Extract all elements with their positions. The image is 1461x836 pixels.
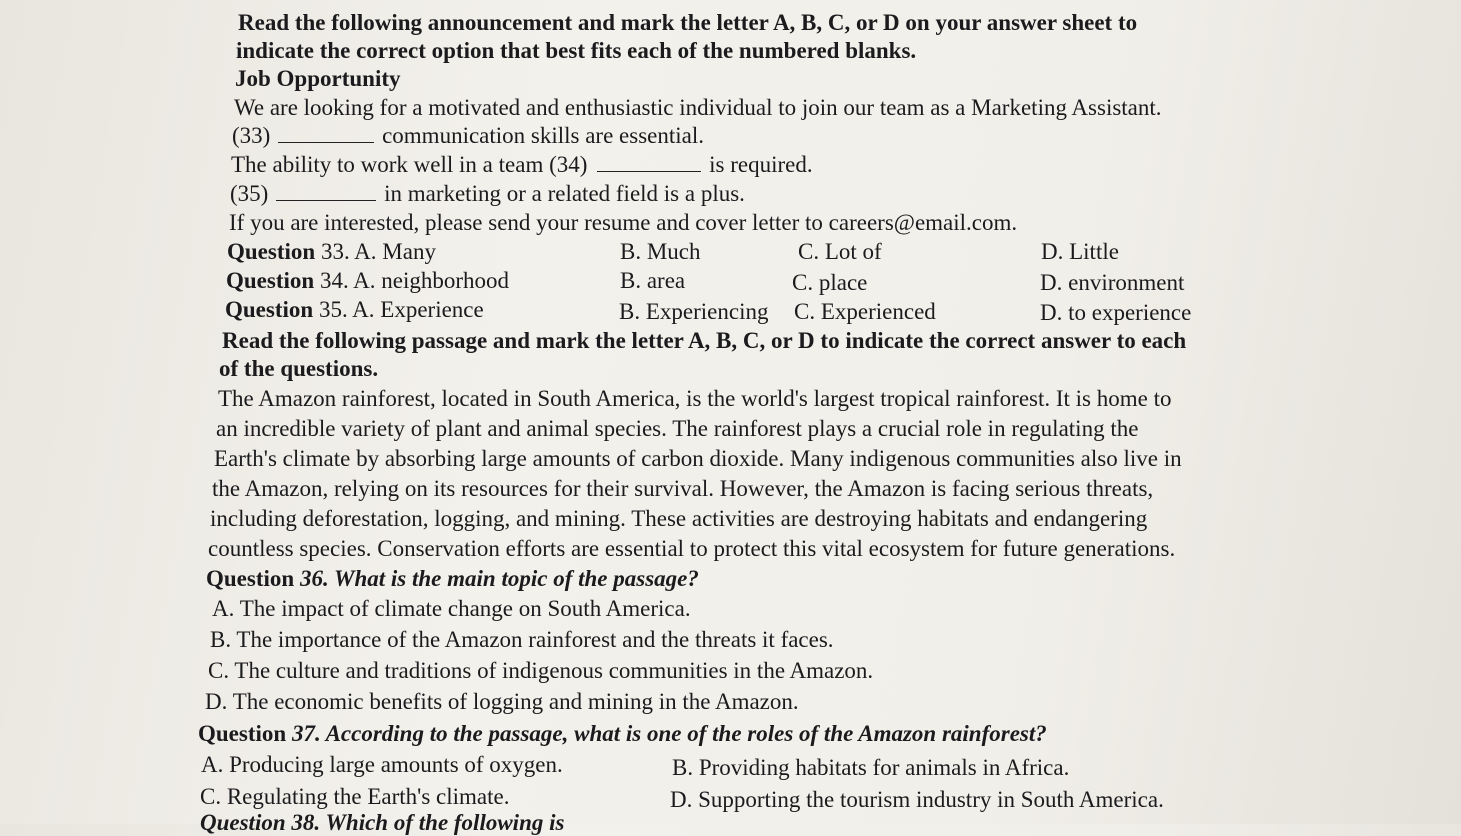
question-33-option-a xyxy=(227,239,436,265)
announcement-line-33 xyxy=(232,123,704,149)
announcement-title: Job Opportunity xyxy=(235,66,401,91)
question-37-option-b: B. Providing habitats for animals in Africa. xyxy=(672,755,1070,780)
passage-line: including deforestation, logging, and mining. These activities are destroying habitats and endangering xyxy=(210,506,1148,531)
blank-33 xyxy=(278,138,374,143)
question-label: Question xyxy=(227,239,316,264)
instruction-2-line-2: of the questions. xyxy=(219,356,379,381)
instruction-1-line-2: indicate the correct option that best fits each of the numbered blanks. xyxy=(236,38,917,63)
question-34-option-a xyxy=(226,268,509,294)
announcement-line-34 xyxy=(231,152,813,178)
question-label: Question xyxy=(198,721,287,746)
question-34-option-b: B. area xyxy=(620,268,686,293)
announcement-intro: We are looking for a motivated and enthusiastic individual to join our team as a Marketing Assistant. xyxy=(234,95,1162,120)
question-label: Question xyxy=(226,268,315,293)
question-37-option-a: A. Producing large amounts of oxygen. xyxy=(201,752,563,777)
blank-35 xyxy=(276,196,376,201)
passage-line: Earth's climate by absorbing large amounts of carbon dioxide. Many indigenous communities also live in xyxy=(214,446,1182,471)
question-33-option-b: B. Much xyxy=(620,239,701,264)
question-35-option-b: B. Experiencing xyxy=(619,299,769,324)
question-37-stem xyxy=(198,721,1047,747)
question-36-text: 36. What is the main topic of the passage? xyxy=(294,566,699,591)
question-33-option-c: C. Lot of xyxy=(798,239,882,264)
question-label: Question xyxy=(225,297,314,322)
question-36-option-c: C. The culture and traditions of indigenous communities in the Amazon. xyxy=(208,658,874,683)
blank-33-text: communication skills are essential. xyxy=(382,123,704,148)
announcement-line-35 xyxy=(230,181,745,207)
question-34-option-c: C. place xyxy=(792,270,868,295)
question-37-text: 37. According to the passage, what is one of the roles of the Amazon rainforest? xyxy=(286,721,1047,746)
question-35-option-c: C. Experienced xyxy=(794,299,936,324)
question-38-partial: Question 38. Which of the following is xyxy=(200,810,565,835)
question-33-option-d: D. Little xyxy=(1041,239,1119,264)
question-37-option-c: C. Regulating the Earth's climate. xyxy=(200,784,510,809)
blank-34 xyxy=(597,167,701,172)
blank-33-label: (33) xyxy=(232,123,271,148)
question-34-option-d: D. environment xyxy=(1040,270,1185,295)
question-36-option-b: B. The importance of the Amazon rainforest and the threats it faces. xyxy=(210,627,834,652)
question-36-option-d: D. The economic benefits of logging and mining in the Amazon. xyxy=(205,689,799,714)
question-35-option-a xyxy=(225,297,484,323)
blank-35-text: in marketing or a related field is a plus. xyxy=(384,181,745,206)
question-36-stem xyxy=(206,566,699,592)
question-label: Question xyxy=(206,566,295,591)
question-36-option-a: A. The impact of climate change on South America. xyxy=(212,596,691,621)
passage-line: The Amazon rainforest, located in South America, is the world's largest tropical rainforest. It is home to xyxy=(218,386,1172,411)
question-37-option-d: D. Supporting the tourism industry in South America. xyxy=(670,787,1164,812)
announcement-contact: If you are interested, please send your resume and cover letter to careers@email.com. xyxy=(229,210,1018,235)
blank-34-text: is required. xyxy=(709,152,813,177)
blank-34-label: The ability to work well in a team (34) xyxy=(231,152,588,177)
instruction-2-line-1: Read the following passage and mark the letter A, B, C, or D to indicate the correct answer to each xyxy=(222,328,1187,353)
passage-line: the Amazon, relying on its resources for their survival. However, the Amazon is facing serious threats, xyxy=(212,476,1154,501)
question-35-option-d: D. to experience xyxy=(1040,300,1192,325)
question-34-a-text: 34. A. neighborhood xyxy=(314,268,510,293)
question-33-a-text: 33. A. Many xyxy=(315,239,436,264)
blank-35-label: (35) xyxy=(230,181,269,206)
passage-line: an incredible variety of plant and animal species. The rainforest plays a crucial role in regulating the xyxy=(216,416,1139,441)
instruction-1-line-1: Read the following announcement and mark the letter A, B, C, or D on your answer sheet to xyxy=(238,10,1138,35)
question-35-a-text: 35. A. Experience xyxy=(313,297,484,322)
passage-line: countless species. Conservation efforts are essential to protect this vital ecosystem for future generations. xyxy=(208,536,1176,561)
